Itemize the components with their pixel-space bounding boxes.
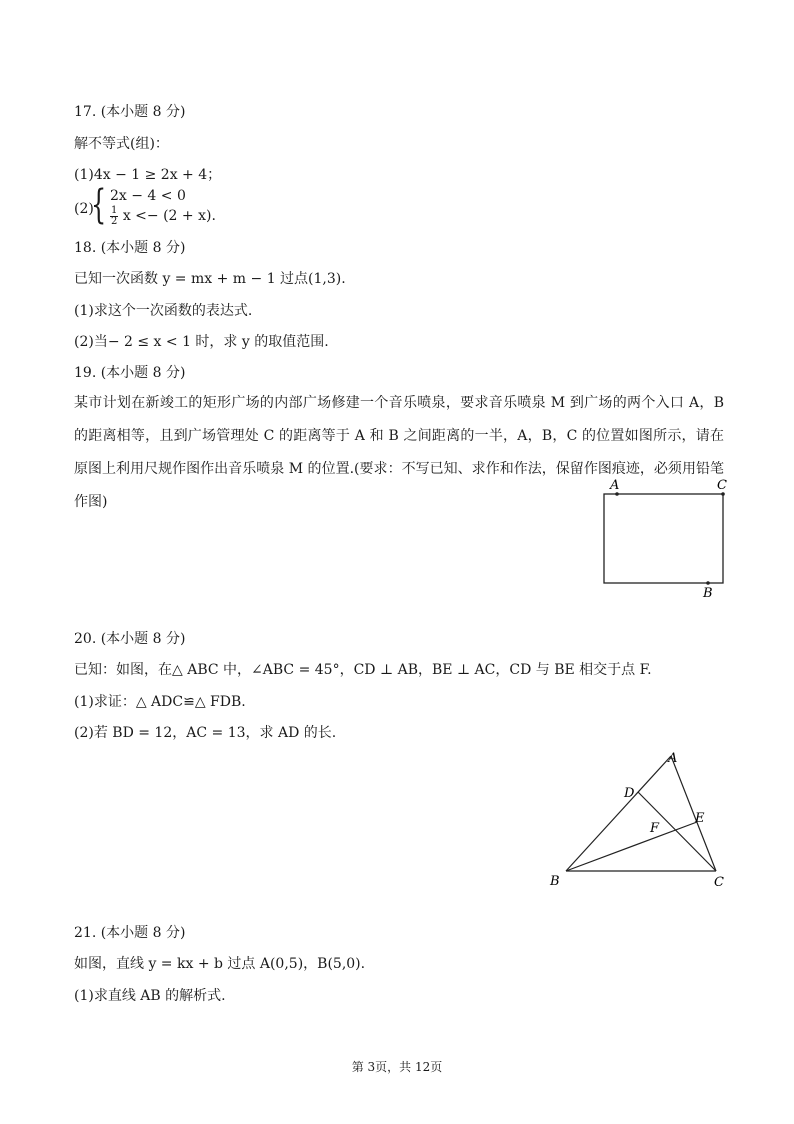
q17-system-row2: $\frac{1}{2}$ x <− (2 + x). xyxy=(111,204,216,227)
q21-header: 21. (本小题 8 分) xyxy=(74,925,186,941)
label-c: C xyxy=(717,478,727,493)
label-a: A xyxy=(610,478,620,493)
q17-part1: (1)4x − 1 ≥ 2x + 4； xyxy=(74,167,222,183)
page-footer: 第 3页，共 12页 xyxy=(351,1060,443,1074)
q19-header: 19. (本小题 8 分) xyxy=(74,365,186,381)
q20-triangle-figure xyxy=(540,745,740,895)
rectangle-plaza xyxy=(604,494,723,583)
q17-intro: 解不等式(组)： xyxy=(74,136,169,152)
q21-part1: (1)求直线 AB 的解析式. xyxy=(74,988,226,1004)
q18-part2: (2)当− 2 ≤ x < 1 时，求 y 的取值范围. xyxy=(74,334,329,350)
q17-part2-system xyxy=(74,182,334,231)
q20-part2: (2)若 BD = 12，AC = 13，求 AD 的长. xyxy=(74,725,337,741)
q17-system-row1: 2x − 4 < 0 xyxy=(110,188,186,204)
q20-part1: (1)求证：△ ADC≌△ FDB. xyxy=(74,694,246,710)
label-f: F xyxy=(650,821,660,836)
q19-figure xyxy=(590,474,740,604)
fraction-one-half: $\frac{1}{2}$ xyxy=(111,204,118,227)
label-b: B xyxy=(703,586,713,601)
q18-part1: (1)求这个一次函数的表达式. xyxy=(74,303,253,319)
q19-body: 某市计划在新竣工的矩形广场的内部广场修建一个音乐喷泉，要求音乐喷泉 M 到广场的两个入口 A，B 的距离相等，且到广场管理处 C 的距离等于 A 和 B 之间距离的一半，A，B，C 的位置如图所示，请在原图上利用尺规作图作出音乐喷泉 M 的位置.(要求：不写已知、求作和作法，保留作图痕迹，必须用铅笔作图) xyxy=(74,395,724,510)
segment-be xyxy=(566,822,697,871)
label-b: B xyxy=(550,874,560,889)
q17-header: 17. (本小题 8 分) xyxy=(74,104,186,120)
segment-ba xyxy=(566,756,671,871)
label-a: A xyxy=(668,751,678,766)
q20-intro: 已知：如图，在△ ABC 中，∠ABC = 45°，CD ⊥ AB，BE ⊥ AC，CD 与 BE 相交于点 F. xyxy=(74,662,652,678)
label-d: D xyxy=(624,786,635,801)
left-brace-icon: { xyxy=(91,182,107,228)
q21-intro: 如图，直线 y = kx + b 过点 A(0,5)，B(5,0). xyxy=(74,956,366,972)
point-b xyxy=(706,581,710,585)
label-c: C xyxy=(714,875,724,890)
q17-part2-label: (2) xyxy=(74,201,94,217)
label-e: E xyxy=(695,811,705,826)
q18-intro: 已知一次函数 y = mx + m − 1 过点(1,3). xyxy=(74,271,346,287)
q18-header: 18. (本小题 8 分) xyxy=(74,240,186,256)
segment-ac xyxy=(671,756,716,871)
q20-header: 20. (本小题 8 分) xyxy=(74,631,186,647)
